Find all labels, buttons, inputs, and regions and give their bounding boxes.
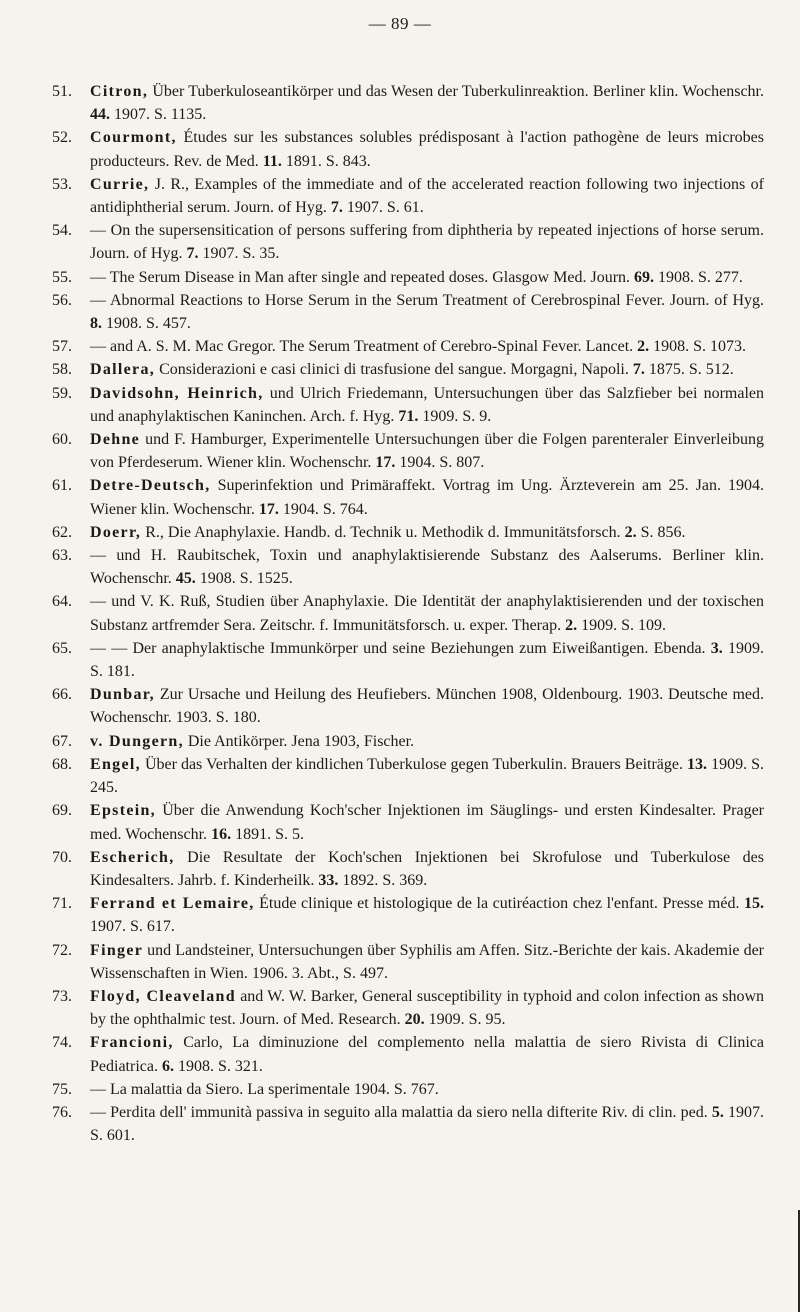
reference-author: Escherich, xyxy=(90,848,175,866)
reference-citation: Superinfektion und Primäraffekt. Vortrag im Ung. Ärzteverein am 25. Jan. 1904. Wiener klin. Wochenschr. xyxy=(90,477,764,518)
reference-text xyxy=(90,219,764,265)
reference-author: Currie, xyxy=(90,175,150,193)
reference-entry xyxy=(52,892,764,938)
reference-text xyxy=(90,730,764,753)
reference-citation: Die Antikörper. Jena 1903, Fischer. xyxy=(183,732,415,750)
reference-number: 67. xyxy=(52,732,72,750)
reference-year-page: 1908. S. 1073. xyxy=(649,338,747,356)
reference-year-page: 1907. S. 601. xyxy=(90,1103,764,1145)
reference-entry xyxy=(52,730,764,753)
reference-number: 63. xyxy=(52,547,72,565)
reference-volume: 8. xyxy=(90,315,102,333)
reference-author: Courmont, xyxy=(90,129,177,147)
reference-text xyxy=(90,799,764,845)
reference-number: 60. xyxy=(52,431,72,449)
reference-list xyxy=(52,80,764,1147)
reference-author: Detre-Deutsch, xyxy=(90,477,211,495)
reference-citation: und Ulrich Friedemann, Untersuchungen über das Salzfieber bei normalen und anaphylaktischen Kaninchen. Arch. f. Hyg. xyxy=(90,384,765,425)
reference-number: 59. xyxy=(52,384,72,402)
reference-number: 55. xyxy=(52,268,72,286)
reference-number: 75. xyxy=(52,1080,72,1098)
reference-entry xyxy=(52,637,764,683)
reference-year-page: 1908. S. 321. xyxy=(173,1057,263,1075)
reference-year-page: 1907. S. 35. xyxy=(198,245,280,263)
reference-entry xyxy=(52,590,764,636)
reference-author: Dunbar, xyxy=(90,686,155,704)
reference-text xyxy=(90,474,764,520)
reference-number: 62. xyxy=(52,523,72,541)
reference-text xyxy=(90,173,764,219)
reference-text xyxy=(90,1078,764,1101)
reference-author: Ferrand et Lemaire, xyxy=(90,895,255,913)
reference-citation: Carlo, La diminuzione del complemento nella malattia de siero Rivista di Clinica Pediatrica. xyxy=(90,1034,764,1075)
reference-citation: Über Tuberkuloseantikörper und das Wesen der Tuberkulinreaktion. Berliner klin. Wochenschr. xyxy=(148,83,764,100)
reference-author: Engel, xyxy=(90,755,141,773)
reference-text xyxy=(90,846,764,892)
reference-text xyxy=(90,1031,764,1077)
reference-citation: — and A. S. M. Mac Gregor. The Serum Treatment of Cerebro-Spinal Fever. Lancet. xyxy=(90,338,638,356)
reference-text xyxy=(90,428,764,474)
reference-entry xyxy=(52,799,764,845)
reference-year-page: 1907. S. 61. xyxy=(342,199,424,217)
reference-entry xyxy=(52,428,764,474)
reference-citation: und F. Hamburger, Experimentelle Untersuchungen über die Folgen parenteraler Einverleibung von Pferdeserum. Wiener klin. Wochenschr. xyxy=(90,431,764,472)
reference-number: 56. xyxy=(52,291,72,309)
reference-number: 65. xyxy=(52,639,72,657)
reference-text xyxy=(90,1101,764,1147)
reference-entry xyxy=(52,1101,764,1147)
reference-citation: und Landsteiner, Untersuchungen über Syphilis am Affen. Sitz.-Berichte der kais. Akademie der Wissenschaften in Wien. 1906. 3. Abt., S. 497. xyxy=(90,941,764,982)
reference-citation: R., Die Anaphylaxie. Handb. d. Technik u. Methodik d. Immunitätsforsch. xyxy=(141,523,625,541)
reference-volume: 17. xyxy=(375,454,396,472)
reference-number: 64. xyxy=(52,593,72,611)
reference-number: 73. xyxy=(52,987,72,1005)
reference-text xyxy=(90,683,764,729)
reference-number: 54. xyxy=(52,222,72,240)
reference-volume: 2. xyxy=(565,616,578,634)
reference-entry xyxy=(52,683,764,729)
reference-citation: Étude clinique et histologique de la cutiréaction chez l'enfant. Presse méd. xyxy=(254,895,745,913)
reference-year-page: 1908. S. 277. xyxy=(654,268,743,286)
reference-citation: — und V. K. Ruß, Studien über Anaphylaxie. Die Identität der anaphylaktisierenden und der toxischen Substanz artfremder Sera. Zeitschr. f. Immunitätsforsch. u. exper. Therap. xyxy=(90,593,764,634)
reference-volume: 6. xyxy=(161,1057,174,1075)
reference-number: 68. xyxy=(52,755,72,773)
page-number: — 89 — xyxy=(368,14,432,33)
reference-text xyxy=(90,753,764,799)
reference-volume: 15. xyxy=(744,895,765,913)
reference-entry xyxy=(52,266,764,289)
reference-entry xyxy=(52,80,764,126)
reference-number: 66. xyxy=(52,686,72,704)
reference-year-page: 1909. S. 181. xyxy=(90,639,764,681)
reference-citation: — Abnormal Reactions to Horse Serum in the Serum Treatment of Cerebrospinal Fever. Journ. of Hyg. xyxy=(90,291,764,309)
reference-number: 70. xyxy=(52,848,72,866)
reference-volume: 3. xyxy=(710,639,723,657)
reference-author: Citron, xyxy=(90,83,149,100)
reference-year-page: 1891. S. 5. xyxy=(231,825,304,843)
reference-number: 53. xyxy=(52,175,72,193)
reference-volume: 16. xyxy=(211,825,232,843)
reference-number: 61. xyxy=(52,477,72,495)
reference-entry xyxy=(52,173,764,219)
reference-year-page: 1909. S. 9. xyxy=(418,407,492,425)
reference-author: v. Dungern, xyxy=(90,732,184,750)
reference-text xyxy=(90,80,764,126)
reference-volume: 71. xyxy=(398,407,419,425)
reference-year-page: 1904. S. 807. xyxy=(395,454,485,472)
reference-author: Dehne xyxy=(90,431,141,449)
reference-number: 76. xyxy=(52,1103,72,1121)
reference-entry xyxy=(52,1078,764,1101)
reference-volume: 2. xyxy=(624,523,637,541)
reference-text xyxy=(90,266,764,289)
reference-volume: 44. xyxy=(90,106,110,124)
reference-entry xyxy=(52,126,764,172)
reference-year-page: 1907. S. 1135. xyxy=(110,106,207,124)
reference-entry xyxy=(52,939,764,985)
reference-citation: J. R., Examples of the immediate and of the accelerated reaction following two injections of antidiphtherial serum. Journ. of Hyg. xyxy=(90,175,764,217)
reference-text xyxy=(90,590,764,636)
reference-text xyxy=(90,126,764,172)
reference-volume: 7. xyxy=(330,199,343,217)
reference-year-page: 1892. S. 369. xyxy=(338,871,428,889)
reference-text xyxy=(90,939,764,985)
reference-year-page: 1875. S. 512. xyxy=(644,361,734,379)
reference-year-page: 1904. S. 764. xyxy=(278,500,368,518)
reference-citation: Über die Anwendung Koch'scher Injektionen im Säuglings- und ersten Kindesalter. Prager med. Wochenschr. xyxy=(90,802,764,843)
reference-citation: — — Der anaphylaktische Immunkörper und seine Beziehungen zum Eiweißantigen. Ebenda. xyxy=(90,639,711,657)
reference-volume: 33. xyxy=(318,871,339,889)
reference-text xyxy=(90,985,764,1031)
reference-entry xyxy=(52,358,764,381)
reference-citation: Zur Ursache und Heilung des Heufiebers. München 1908, Oldenbourg. 1903. Deutsche med. Wochenschr. 1903. S. 180. xyxy=(90,686,764,727)
reference-volume: 5. xyxy=(711,1103,724,1121)
reference-number: 69. xyxy=(52,802,72,820)
reference-year-page: 1909. S. 245. xyxy=(90,755,764,797)
reference-volume: 20. xyxy=(404,1011,425,1029)
reference-citation: — Perdita dell' immunità passiva in seguito alla malattia da siero nella difterite Riv. di clin. ped. xyxy=(90,1103,712,1121)
reference-text xyxy=(90,637,764,683)
reference-author: Davidsohn, Heinrich, xyxy=(90,384,264,402)
reference-year-page: 1907. S. 617. xyxy=(90,918,175,936)
reference-text xyxy=(90,358,764,381)
reference-entry xyxy=(52,753,764,799)
reference-number: 74. xyxy=(52,1034,72,1052)
reference-number: 58. xyxy=(52,361,72,379)
reference-number: 71. xyxy=(52,895,72,913)
reference-number: 52. xyxy=(52,129,72,147)
reference-entry xyxy=(52,521,764,544)
reference-volume: 2. xyxy=(637,338,650,356)
reference-volume: 17. xyxy=(258,500,279,518)
reference-text xyxy=(90,521,764,544)
reference-year-page: S. 856. xyxy=(636,523,686,541)
reference-author: Francioni, xyxy=(90,1034,174,1052)
reference-entry xyxy=(52,474,764,520)
reference-text xyxy=(90,382,764,428)
reference-citation: — The Serum Disease in Man after single and repeated doses. Glasgow Med. Journ. xyxy=(90,268,635,286)
reference-citation: — On the supersensitication of persons suffering from diphtheria by repeated injections of horse serum. Journ. of Hyg. xyxy=(90,222,764,263)
reference-entry xyxy=(52,985,764,1031)
reference-year-page: 1891. S. 843. xyxy=(281,152,371,170)
reference-citation: — La malattia da Siero. La sperimentale 1904. S. 767. xyxy=(90,1080,439,1098)
reference-number: 51. xyxy=(52,83,72,100)
reference-year-page: 1908. S. 457. xyxy=(102,315,191,333)
reference-citation: Études sur les substances solubles prédisposant à l'action pathogène de leurs microbes producteurs. Rev. de Med. xyxy=(90,129,764,170)
reference-text xyxy=(90,892,764,938)
reference-number: 57. xyxy=(52,338,72,356)
reference-entry xyxy=(52,846,764,892)
reference-volume: 13. xyxy=(687,755,708,773)
reference-citation: — und H. Raubitschek, Toxin und anaphylaktisierende Substanz des Aalserums. Berliner klin. Wochenschr. xyxy=(90,547,764,588)
reference-entry xyxy=(52,1031,764,1077)
reference-volume: 11. xyxy=(262,152,282,170)
reference-volume: 45. xyxy=(175,570,196,588)
reference-text xyxy=(90,335,764,358)
reference-year-page: 1909. S. 95. xyxy=(424,1011,506,1029)
reference-entry xyxy=(52,382,764,428)
reference-author: Dallera, xyxy=(90,361,156,379)
reference-number: 72. xyxy=(52,941,72,959)
reference-volume: 69. xyxy=(634,268,655,286)
reference-citation: Considerazioni e casi clinici di trasfusione del sangue. Morgagni, Napoli. xyxy=(155,361,633,379)
reference-year-page: 1908. S. 1525. xyxy=(195,570,293,588)
reference-entry xyxy=(52,219,764,265)
reference-citation: Über das Verhalten der kindlichen Tuberkulose gegen Tuberkulin. Brauers Beiträge. xyxy=(140,755,688,773)
reference-entry xyxy=(52,544,764,590)
reference-author: Doerr, xyxy=(90,523,142,541)
reference-citation: and W. W. Barker, General susceptibility in typhoid and colon infection as shown by the ophthalmic test. Journ. of Med. Research. xyxy=(90,987,764,1029)
reference-entry xyxy=(52,289,764,335)
reference-volume: 7. xyxy=(186,245,199,263)
reference-citation: Die Resultate der Koch'schen Injektionen bei Skrofulose und Tuberkulose des Kindesalters. Jahrb. f. Kinderheilk. xyxy=(90,848,764,889)
reference-author: Epstein, xyxy=(90,802,156,820)
reference-entry xyxy=(52,335,764,358)
reference-author: Finger xyxy=(90,941,144,959)
reference-author: Floyd, Cleaveland xyxy=(90,987,236,1005)
reference-year-page: 1909. S. 109. xyxy=(577,616,667,634)
reference-text xyxy=(90,544,764,590)
reference-volume: 7. xyxy=(632,361,645,379)
reference-text xyxy=(90,289,764,335)
